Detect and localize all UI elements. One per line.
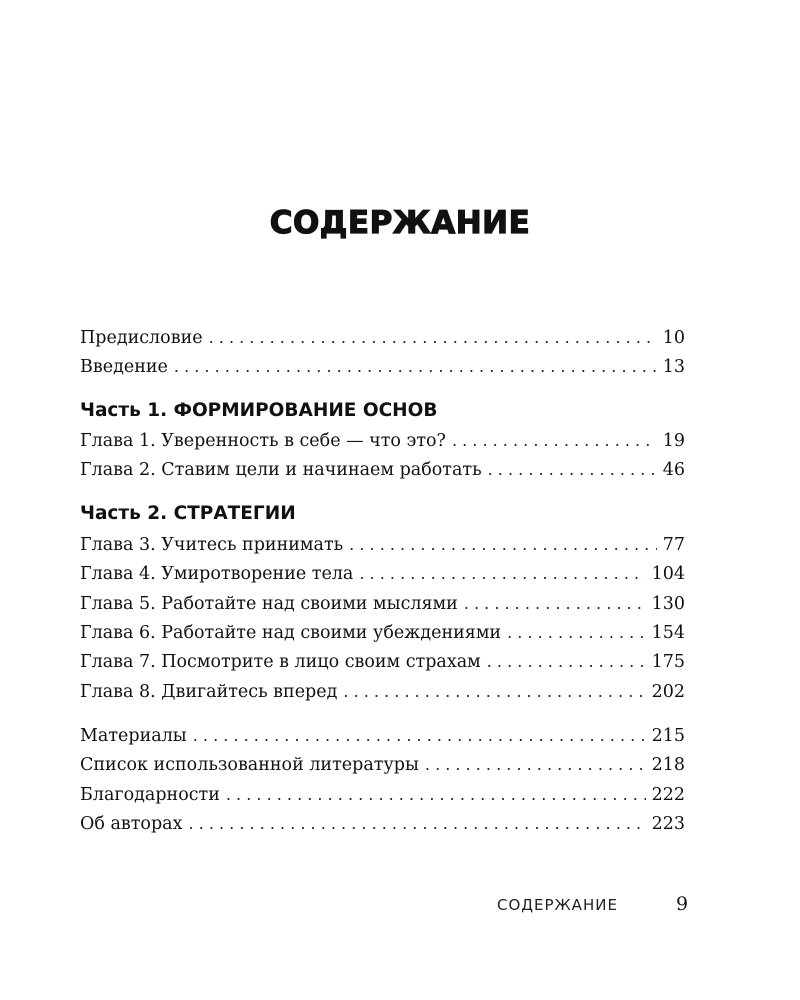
page-heading: СОДЕРЖАНИЕ bbox=[269, 205, 531, 241]
dot-leader bbox=[425, 752, 646, 778]
dot-leader bbox=[193, 723, 646, 749]
toc-entry-about-authors[interactable] bbox=[80, 811, 685, 837]
toc-entry-title: Материалы bbox=[80, 726, 187, 746]
toc-entry-chapter-1[interactable] bbox=[80, 428, 685, 454]
dot-leader bbox=[507, 620, 646, 646]
toc-entry-title: Об авторах bbox=[80, 814, 183, 834]
dot-leader bbox=[343, 679, 645, 705]
toc-entry-title: Список использованной литературы bbox=[80, 755, 419, 775]
page-number: 9 bbox=[676, 893, 689, 915]
toc-entry-introduction[interactable] bbox=[80, 354, 685, 380]
toc-entry-bibliography[interactable] bbox=[80, 752, 685, 778]
running-head: СОДЕРЖАНИЕ bbox=[497, 896, 618, 914]
toc-entry-page: 222 bbox=[651, 785, 685, 805]
toc-entry-page: 130 bbox=[651, 594, 685, 614]
toc-entry-title: Глава 6. Работайте над своими убеждениями bbox=[80, 623, 502, 643]
toc-entry-chapter-5[interactable] bbox=[80, 591, 685, 617]
toc-entry-page: 19 bbox=[662, 431, 685, 451]
toc-entry-acknowledgments[interactable] bbox=[80, 782, 685, 808]
dot-leader bbox=[209, 325, 657, 351]
dot-leader bbox=[174, 354, 657, 380]
part-heading-1: Часть 1. ФОРМИРОВАНИЕ ОСНОВ bbox=[80, 400, 438, 421]
toc-entry-page: 77 bbox=[662, 535, 685, 555]
toc-entry-page: 46 bbox=[662, 460, 685, 480]
dot-leader bbox=[487, 649, 646, 675]
toc-entry-preface[interactable] bbox=[80, 325, 685, 351]
toc-entry-title: Глава 8. Двигайтесь вперед bbox=[80, 682, 338, 702]
toc-entry-title: Глава 5. Работайте над своими мыслями bbox=[80, 594, 458, 614]
toc-entry-title: Глава 3. Учитесь принимать bbox=[80, 535, 344, 555]
toc-entry-page: 175 bbox=[651, 652, 685, 672]
toc-entry-title: Благодарности bbox=[80, 785, 220, 805]
toc-entry-title: Глава 1. Уверенность в себе — что это? bbox=[80, 431, 446, 451]
dot-leader bbox=[188, 811, 645, 837]
toc-entry-materials[interactable] bbox=[80, 723, 685, 749]
part-heading-2: Часть 2. СТРАТЕГИИ bbox=[80, 503, 296, 524]
toc-entry-title: Глава 2. Ставим цели и начинаем работать bbox=[80, 460, 482, 480]
toc-entry-page: 13 bbox=[662, 357, 685, 377]
toc-entry-title: Глава 4. Умиротворение тела bbox=[80, 564, 354, 584]
dot-leader bbox=[349, 532, 657, 558]
toc-entry-chapter-3[interactable] bbox=[80, 532, 685, 558]
toc-entry-page: 154 bbox=[651, 623, 685, 643]
toc-entry-chapter-8[interactable] bbox=[80, 679, 685, 705]
dot-leader bbox=[359, 561, 645, 587]
dot-leader bbox=[452, 428, 657, 454]
toc-entry-title: Введение bbox=[80, 357, 168, 377]
dot-leader bbox=[464, 591, 646, 617]
dot-leader bbox=[488, 457, 657, 483]
table-of-contents bbox=[80, 0, 685, 1000]
toc-entry-chapter-7[interactable] bbox=[80, 649, 685, 675]
toc-entry-title: Глава 7. Посмотрите в лицо своим страхам bbox=[80, 652, 481, 672]
toc-entry-title: Предисловие bbox=[80, 328, 203, 348]
dot-leader bbox=[226, 782, 646, 808]
toc-entry-page: 215 bbox=[651, 726, 685, 746]
toc-entry-page: 223 bbox=[651, 814, 685, 834]
toc-entry-page: 10 bbox=[662, 328, 685, 348]
toc-entry-page: 104 bbox=[651, 564, 685, 584]
toc-entry-chapter-2[interactable] bbox=[80, 457, 685, 483]
toc-entry-chapter-6[interactable] bbox=[80, 620, 685, 646]
toc-entry-page: 218 bbox=[651, 755, 685, 775]
toc-entry-chapter-4[interactable] bbox=[80, 561, 685, 587]
toc-entry-page: 202 bbox=[651, 682, 685, 702]
